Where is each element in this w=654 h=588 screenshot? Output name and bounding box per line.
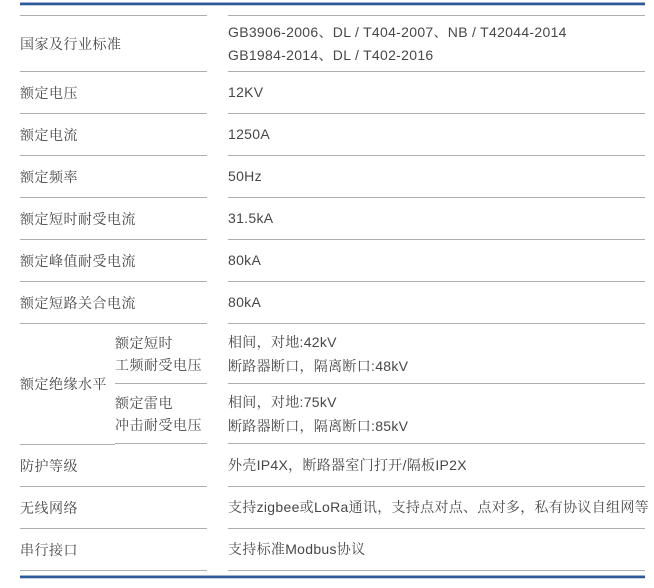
spec-value-line: 相间，对地:75kV (228, 393, 337, 410)
spec-row-rated-voltage (20, 72, 645, 114)
spec-label: 额定电压 (20, 72, 207, 114)
spec-label: 无线网络 (20, 487, 207, 529)
spec-row-serial-interface (20, 529, 645, 571)
spec-value-line: 外壳IP4X，断路器室门打开/隔板IP2X (228, 457, 467, 473)
spec-value-line: 断路器断口，隔离断口:85kV (228, 417, 409, 434)
spec-value-line: 1250A (228, 126, 270, 142)
top-accent-line (20, 2, 645, 6)
spec-value (228, 240, 645, 282)
spec-value (228, 384, 645, 444)
spec-sublabel-line: 工频耐受电压 (115, 356, 202, 373)
spec-value-line: 相间，对地:42kV (228, 333, 337, 350)
spec-value-line: 50Hz (228, 168, 262, 184)
spec-sublabel (115, 384, 207, 444)
spec-group-label: 额定绝缘水平 (20, 324, 115, 445)
spec-value-line: 80kA (228, 294, 262, 310)
spec-sublabel-line: 冲击耐受电压 (115, 416, 202, 433)
spec-label: 国家及行业标准 (20, 15, 207, 72)
spec-row-insulation-level (20, 324, 645, 445)
spec-sublabel-line: 额定雷电 (115, 394, 173, 411)
spec-value (228, 114, 645, 156)
spec-label: 额定电流 (20, 114, 207, 156)
bottom-accent-line (20, 575, 645, 579)
spec-label: 额定频率 (20, 156, 207, 198)
spec-value (228, 72, 645, 114)
spec-table (20, 15, 649, 571)
spec-sublabel (115, 324, 207, 384)
spec-value (228, 445, 645, 487)
spec-subrow-power-frequency (115, 324, 645, 384)
spec-value (228, 15, 645, 72)
spec-label: 额定短时耐受电流 (20, 198, 207, 240)
spec-value (228, 156, 645, 198)
spec-value (228, 487, 649, 529)
spec-label: 串行接口 (20, 529, 207, 571)
spec-value-line: 12KV (228, 84, 264, 100)
spec-label: 额定短路关合电流 (20, 282, 207, 324)
spec-value-line: 80kA (228, 252, 262, 268)
spec-label: 防护等级 (20, 445, 207, 487)
spec-row-rated-current (20, 114, 645, 156)
spec-row-short-circuit-making-current (20, 282, 645, 324)
spec-sublabel-line: 额定短时 (115, 334, 173, 351)
spec-label: 额定峰值耐受电流 (20, 240, 207, 282)
spec-value (228, 198, 645, 240)
spec-row-wireless-network (20, 487, 649, 529)
spec-row-standards (20, 15, 645, 72)
spec-row-protection-level (20, 445, 645, 487)
spec-value-line: GB3906-2006、DL / T404-2007、NB / T42044-2014 (228, 23, 567, 40)
spec-row-peak-withstand-current (20, 240, 645, 282)
spec-subrow-lightning-impulse (115, 384, 645, 444)
spec-value-line: 支持标准Modbus协议 (228, 541, 366, 557)
spec-value (228, 282, 645, 324)
insulation-subtable (115, 324, 645, 445)
spec-value-line: 支持zigbee或LoRa通讯，支持点对点、点对多，私有协议自组网等 (228, 499, 649, 515)
spec-value (228, 529, 645, 571)
spec-value-line: 31.5kA (228, 210, 274, 226)
spec-value-line: 断路器断口，隔离断口:48kV (228, 357, 409, 374)
spec-row-rated-frequency (20, 156, 645, 198)
spec-row-short-time-withstand-current (20, 198, 645, 240)
spec-value-line: GB1984-2014、DL / T402-2016 (228, 46, 434, 63)
spec-value (228, 324, 645, 384)
